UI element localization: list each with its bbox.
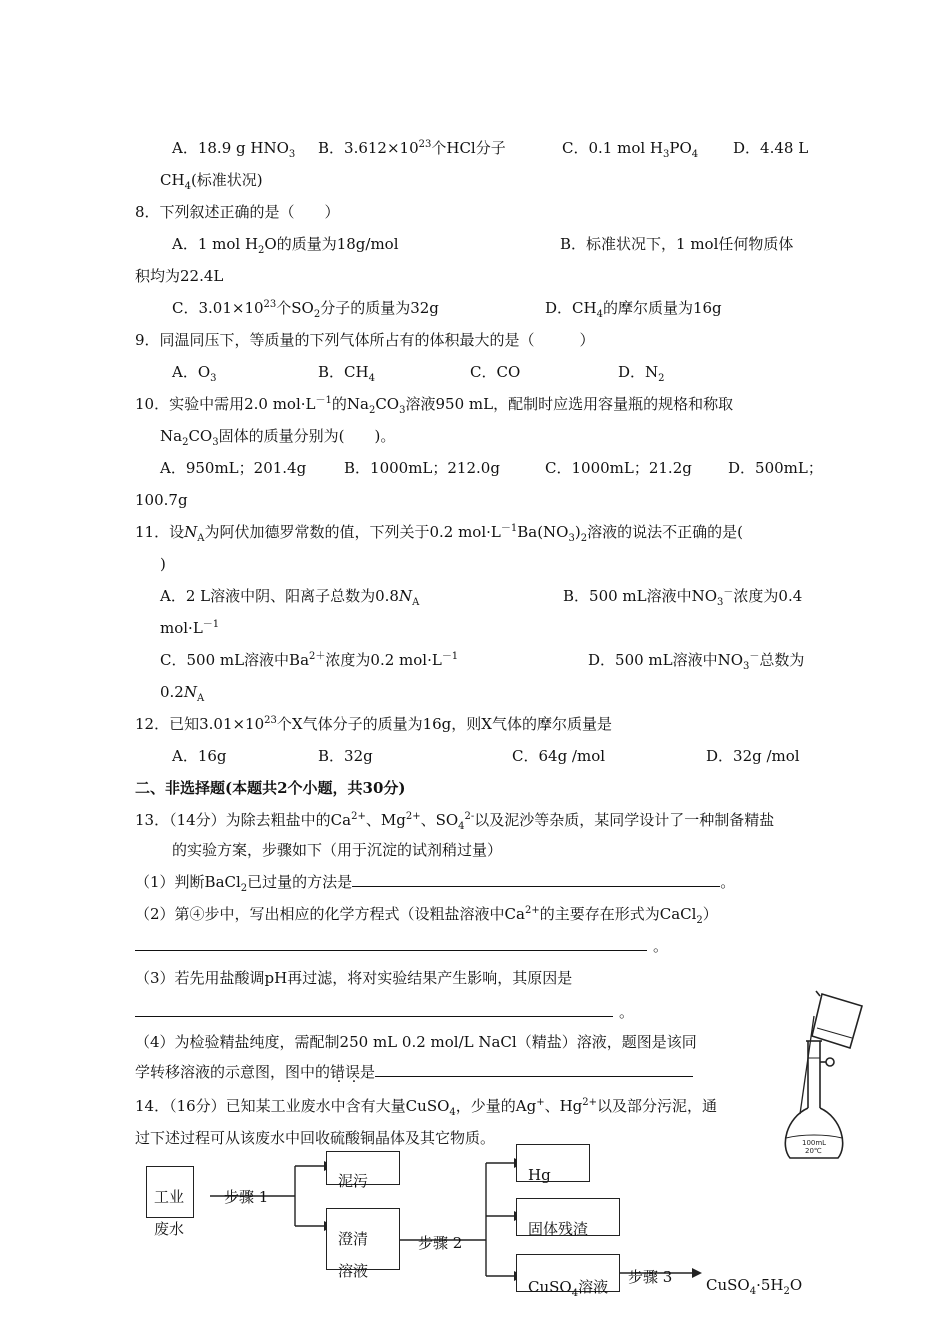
flow-clear-label2: 溶液 [338,1262,369,1280]
flow-residue-label: 固体残渣 [528,1220,589,1238]
q8-option-c: C．$3.01\times 10^{23}$个$SO_2$分子的质量为32g [172,299,439,320]
arrow-head-product [692,1268,702,1278]
q9-option-c: C．CO [470,363,521,381]
q10-stem-line1: 10．实验中需用2.0 $mol\cdot L^{-1}$的$Na_2CO_3$溶液950 mL，配制时应选用容量瓶的规格和称取 [135,395,734,416]
q9-option-d: D．$N_2$ [618,363,665,384]
q13-part2: （2）第④步中，写出相应的化学方程式（设粗盐溶液中$Ca^{2+}$的主要存在形式为CaCl$_2$） [135,905,718,926]
flow-mud-label: 泥污 [338,1172,369,1190]
q11-option-b: B．500 mL溶液中$NO_3^-$浓度为0.4 [563,587,803,608]
q11-option-a: A．2 L溶液中阴、阳离子总数为$0.8N_A$ [160,587,420,608]
q9-option-b: B．$CH_4$ [318,363,375,384]
flow-source-label1: 工业 [154,1188,185,1206]
q13-part4-line1: （4）为检验精盐纯度，需配制250 mL 0.2 mol/L NaCl（精盐）溶液，题图是该同 [135,1033,697,1051]
q13-stem-line1: 13．（14分）为除去粗盐中的$Ca^{2+}$、$Mg^{2+}$、$SO_4^{2-}$以及泥沙等杂质，某同学设计了一种制备精盐 [135,811,775,832]
q11-stem-line1: 11．设$N_A$为阿伏加德罗常数的值，下列关于0.2 $mol\cdot L^{-1}Ba(NO_3)_2$溶液的说法不正确的是( [135,523,743,544]
section-heading: 二、非选择题(本题共2个小题，共30分) [135,779,406,797]
q10-option-a: A．950mL；201.4g [160,459,307,477]
q13-part2-answer: 。 [135,936,668,956]
q10-option-d-cont: 100.7g [135,491,188,509]
q7-option-d-cont: $CH_4$(标准状况) [160,171,263,192]
q10-option-b: B．1000mL；212.0g [344,459,500,477]
q7-option-d: D．4.48 L [733,139,809,157]
flow-source-label2: 废水 [154,1220,185,1238]
flask-label-temp: 20℃ [805,1147,822,1155]
flow-step3-label: 步骤 3 [628,1268,673,1286]
q13-stem-line2: 的实验方案，步骤如下（用于沉淀的试剂稍过量） [172,841,503,859]
q7-option-b: B．$3.612\times 10^{23}$个HCl分子 [318,139,506,157]
q11-option-d: D．500 mL溶液中$NO_3^-$总数为 [588,651,805,672]
q10-option-c: C．1000mL；21.2g [545,459,692,477]
q9-option-a: A．$O_3$ [172,363,217,384]
q7-option-c: C．0.1 mol $H_3PO_4$ [562,139,699,160]
flow-clear-label1: 澄清 [338,1230,369,1248]
flask-label-volume: 100mL [802,1139,827,1147]
q9-stem: 9．同温同压下，等质量的下列气体所占有的体积最大的是（ ） [135,331,595,349]
q14-stem-line2: 过下述过程可从该废水中回收硫酸铜晶体及其它物质。 [135,1129,496,1147]
q13-part4-line2: 学转移溶液的示意图，图中的错误是 [135,1062,693,1082]
q8-option-b: B．标准状况下，1 mol任何物质体 [560,235,794,253]
q8-option-d: D．$CH_4$的摩尔质量为16g [545,299,722,320]
q8-stem: 8．下列叙述正确的是（ ） [135,203,340,221]
flow-step1-label: 步骤 1 [224,1188,269,1206]
q10-stem-line2: $Na_2CO_3$固体的质量分别为( )。 [160,427,396,448]
q14-stem-line1: 14．（16分）已知某工业废水中含有大量CuSO$_4$，少量的Ag+、$Hg^{2+}$以及部分污泥，通 [135,1097,718,1118]
q11-stem-line2: ) [160,555,166,573]
q12-option-d: D．32g /mol [706,747,800,765]
q12-option-b: B．32g [318,747,373,765]
q8-option-b-cont: 积均为22.4L [135,267,224,285]
q7-option-a: A．18.9 g $HNO_3$ [172,139,296,160]
q11-option-c: C．500 mL溶液中$Ba^{2+}$浓度为0.2 $mol\cdot L^{-1}$ [160,651,459,669]
q11-option-d-cont: $0.2N_A$ [160,683,205,704]
flow-product-label: $CuSO_4\cdot 5H_2O$ [706,1276,803,1297]
q13-part1: （1）判断BaCl$_2$已过量的方法是 。 [135,873,736,894]
q12-option-c: C．64g /mol [512,747,606,765]
q12-option-a: A．16g [172,747,227,765]
flow-hg-label: Hg [528,1166,551,1184]
flow-cuso4-label: CuSO$_4$溶液 [528,1278,609,1299]
q12-stem: 12．已知$3.01\times 10^{23}$个X气体分子的质量为16g，则X气体的摩尔质量是 [135,715,612,733]
q10-option-d: D．500mL； [728,459,823,477]
q11-option-b-cont: $mol\cdot L^{-1}$ [160,619,220,637]
q13-part3-answer: 。 [135,1002,634,1022]
q13-part3: （3）若先用盐酸调pH再过滤，将对实验结果产生影响，其原因是 [135,969,573,987]
flow-step2-label: 步骤 2 [418,1234,463,1252]
q8-option-a: A．1 mol $H_2O$的质量为18g/mol [172,235,399,256]
